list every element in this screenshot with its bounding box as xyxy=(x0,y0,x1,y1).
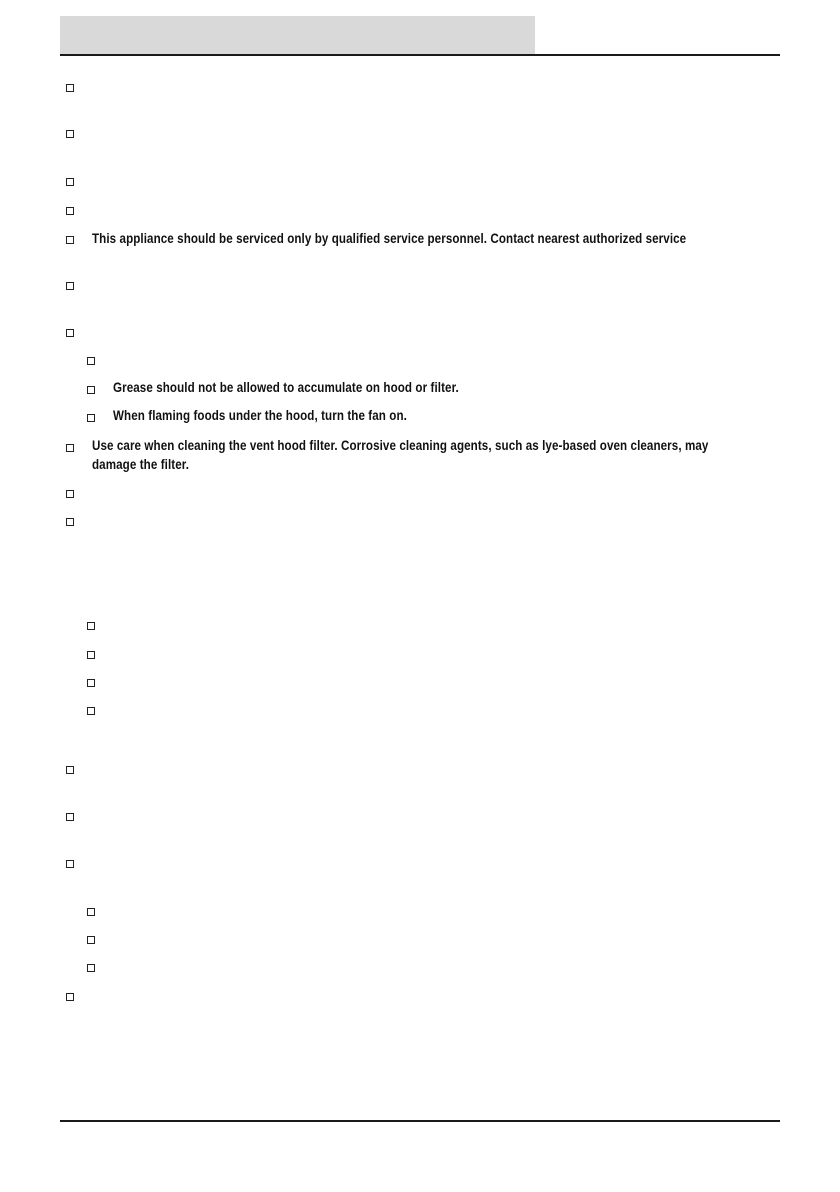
bullet-icon xyxy=(87,622,95,630)
bullet-icon xyxy=(66,993,74,1001)
bullet-icon xyxy=(66,813,74,821)
bullet-icon xyxy=(66,490,74,498)
bullet-icon xyxy=(66,84,74,92)
bullet-icon xyxy=(87,357,95,365)
service-warning-text: This appliance should be serviced only by qualified service personnel. Contact nearest authorized service xyxy=(92,231,687,246)
bullet-icon xyxy=(66,766,74,774)
bullet-icon xyxy=(87,964,95,972)
bullet-icon xyxy=(87,651,95,659)
flaming-foods-text: When flaming foods under the hood, turn the fan on. xyxy=(113,408,407,423)
page-header-bar xyxy=(60,16,535,54)
grease-warning-text: Grease should not be allowed to accumulate on hood or filter. xyxy=(113,380,459,395)
bullet-icon xyxy=(87,414,95,422)
bullet-icon xyxy=(66,178,74,186)
bullet-icon xyxy=(87,679,95,687)
bullet-icon xyxy=(66,329,74,337)
bullet-icon xyxy=(66,444,74,452)
bullet-icon xyxy=(66,860,74,868)
bullet-icon xyxy=(87,908,95,916)
bullet-icon xyxy=(66,207,74,215)
footer-rule xyxy=(60,1120,780,1122)
filter-care-text-line2: damage the filter. xyxy=(92,457,190,472)
bullet-icon xyxy=(87,386,95,394)
bullet-icon xyxy=(66,130,74,138)
bullet-icon xyxy=(66,518,74,526)
header-rule xyxy=(60,54,780,56)
bullet-icon xyxy=(66,236,74,244)
bullet-icon xyxy=(66,282,74,290)
bullet-icon xyxy=(87,707,95,715)
bullet-icon xyxy=(87,936,95,944)
filter-care-text-line1: Use care when cleaning the vent hood filter. Corrosive cleaning agents, such as lye-based oven cleaners, may xyxy=(92,438,709,453)
